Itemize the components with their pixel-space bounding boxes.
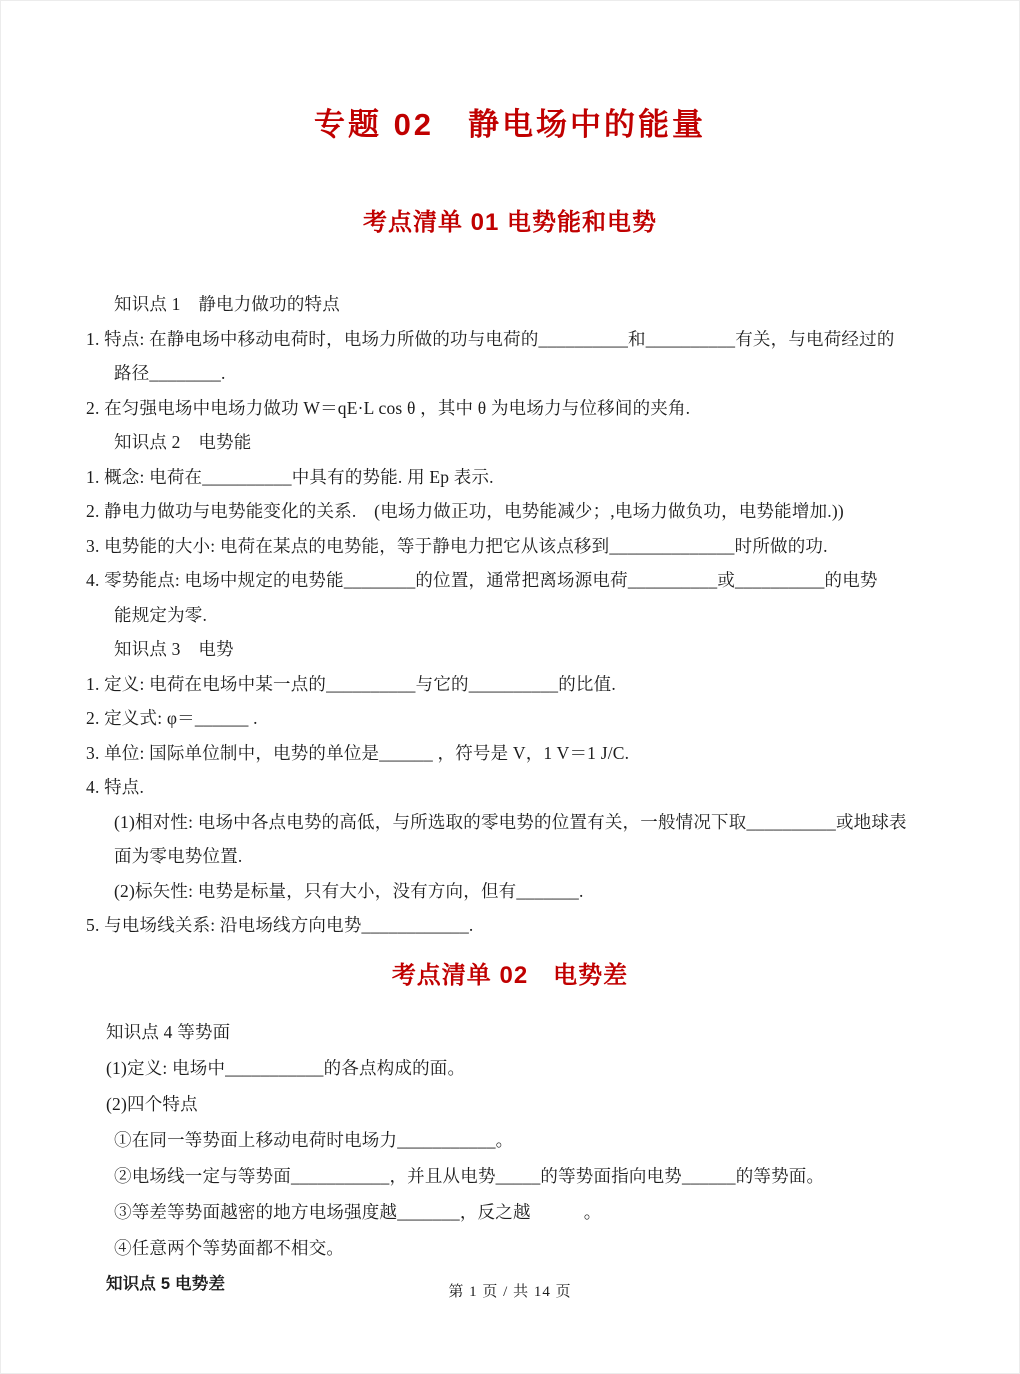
text-line: 能规定为零. xyxy=(114,604,208,625)
text-line: 1. 概念: 电荷在__________中具有的势能. 用 Ep 表示. xyxy=(86,466,494,487)
text-line: 知识点 1 静电力做功的特点 xyxy=(114,294,340,314)
text-line: 4. 零势能点: 电场中规定的电势能________的位置，通常把离场源电荷__________或__________的电势 xyxy=(86,570,878,590)
text-line: (2)四个特点 xyxy=(106,1093,198,1114)
document-content xyxy=(86,202,934,1302)
text-line: 知识点 4 等势面 xyxy=(106,1021,231,1042)
text-line: 知识点 2 电势能 xyxy=(114,432,252,452)
text-line: 2. 在匀强电场中电场力做功 W＝qE·L cos θ ，其中 θ 为电场力与位移间的夹角. xyxy=(86,397,691,418)
text-line: 1. 定义: 电荷在电场中某一点的__________与它的__________的比值. xyxy=(86,673,616,694)
text-line: 知识点 3 电势 xyxy=(114,639,234,659)
text-line: 5. 与电场线关系: 沿电场线方向电势____________. xyxy=(86,915,474,935)
section-heading: 考点清单 01 电势能和电势 xyxy=(362,209,658,236)
text-line: 4. 特点. xyxy=(86,777,145,797)
section-heading: 考点清单 02 电势差 xyxy=(391,961,629,989)
text-line: 知识点 5 电势差 xyxy=(106,1274,226,1293)
page-title: 专题 02 静电场中的能量 xyxy=(313,107,707,142)
text-line: 路径________. xyxy=(114,363,226,383)
text-line: 2. 定义式: φ＝______ . xyxy=(86,708,258,728)
text-line: ②电场线一定与等势面___________，并且从电势_____的等势面指向电势______的等势面。 xyxy=(114,1165,825,1186)
text-line: (1)相对性: 电场中各点电势的高低，与所选取的零电势的位置有关，一般情况下取__________或地球表 xyxy=(114,811,907,832)
text-line: ①在同一等势面上移动电荷时电场力___________。 xyxy=(114,1129,514,1150)
section xyxy=(86,202,934,943)
text-line: 面为零电势位置. xyxy=(114,846,243,866)
text-line: 1. 特点: 在静电场中移动电荷时，电场力所做的功与电荷的__________和__________有关，与电荷经过的 xyxy=(86,328,895,349)
text-line: 3. 电势能的大小: 电荷在某点的电势能，等于静电力把它从该点移到______________时所做的功. xyxy=(86,535,828,556)
text-line: ③等差等势面越密的地方电场强度越_______，反之越 。 xyxy=(114,1201,602,1222)
text-line: (1)定义: 电场中___________的各点构成的面。 xyxy=(106,1057,466,1078)
page-footer: 第 1 页 / 共 14 页 xyxy=(448,1284,572,1300)
text-line: (2)标矢性: 电势是标量，只有大小，没有方向，但有_______. xyxy=(114,880,584,901)
section xyxy=(86,955,934,1302)
text-line: 3. 单位: 国际单位制中，电势的单位是______ ，符号是 V，1 V＝1 J/C. xyxy=(86,742,630,763)
text-line: ④任意两个等势面都不相交。 xyxy=(114,1237,345,1258)
text-line: 2. 静电力做功与电势能变化的关系. (电场力做正功，电势能减少；,电场力做负功，电势能增加.)) xyxy=(86,501,844,521)
